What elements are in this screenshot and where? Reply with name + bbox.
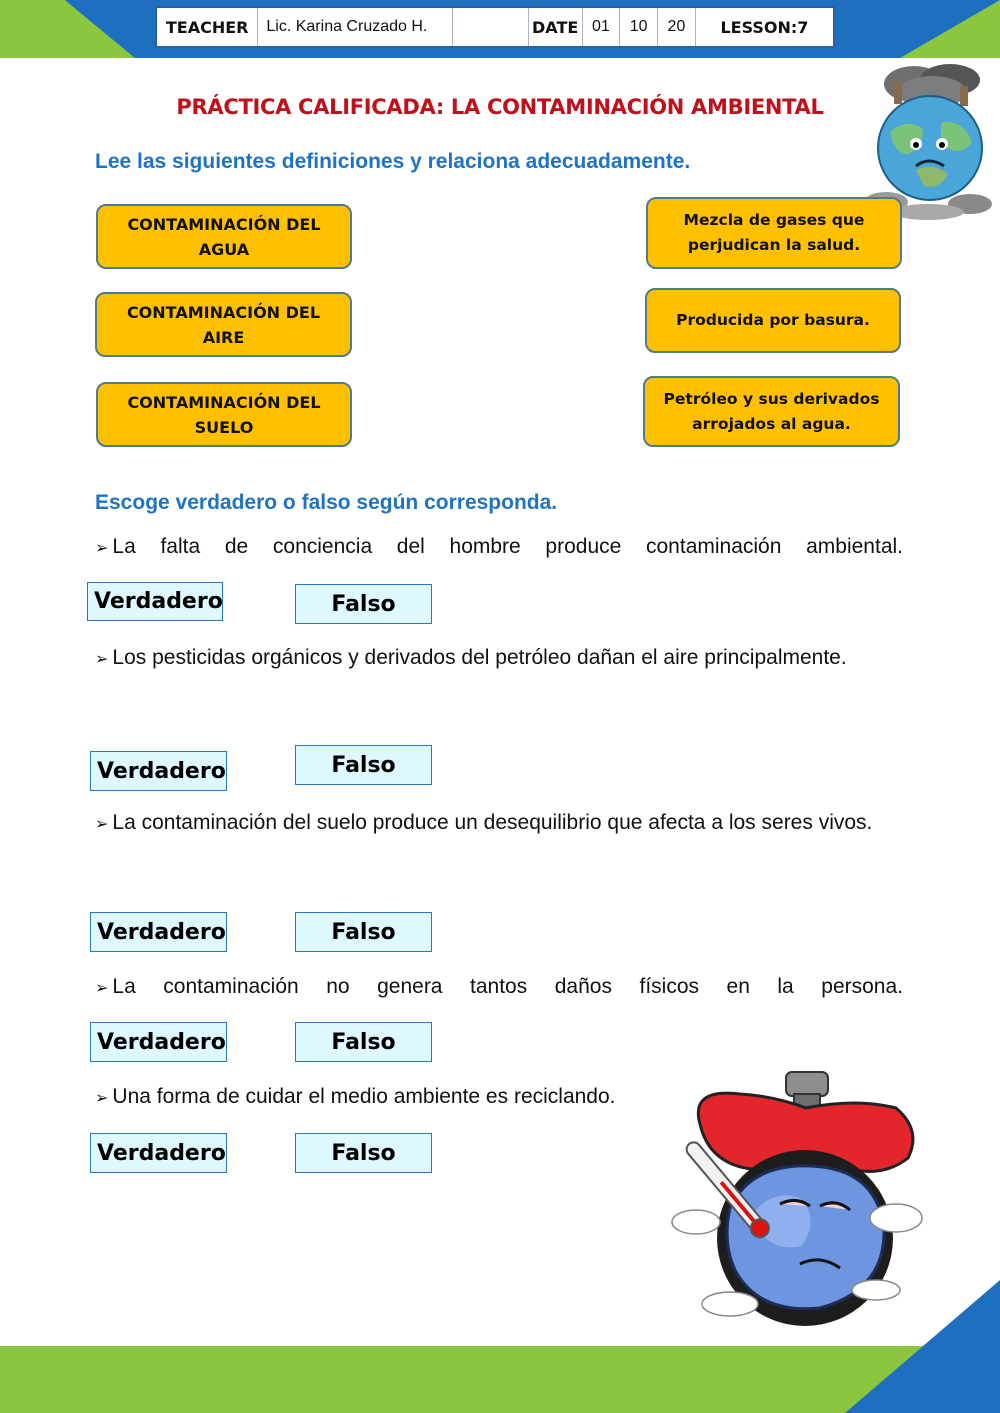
bullet-arrow-icon: ➢	[95, 816, 109, 833]
true-false-instruction: Escoge verdadero o falso según corresponda.	[95, 491, 558, 514]
statement-2	[95, 631, 903, 687]
true-button-3[interactable]: Verdadero	[90, 912, 227, 952]
bullet-arrow-icon: ➢	[95, 980, 109, 997]
match-right-text: arrojados al agua.	[692, 414, 851, 433]
match-left-text: CONTAMINACIÓN DEL	[127, 392, 321, 412]
match-left-air[interactable]	[95, 292, 352, 357]
match-right-text: Producida por basura.	[676, 311, 870, 329]
bullet-arrow-icon: ➢	[95, 1090, 109, 1107]
match-right-text: Mezcla de gases que	[683, 211, 865, 229]
statement-text: La contaminación no genera tantos daños físicos en la persona.	[112, 975, 903, 998]
match-right-text: Petróleo y sus derivados	[663, 389, 880, 408]
true-button-2[interactable]: Verdadero	[90, 751, 227, 791]
false-button-4[interactable]: Falso	[295, 1022, 432, 1062]
statement-5	[95, 1070, 695, 1126]
match-left-soil[interactable]	[96, 382, 352, 447]
date-day: 01	[583, 8, 621, 46]
match-left-text: CONTAMINACIÓN DEL	[127, 214, 321, 234]
false-button-1[interactable]: Falso	[295, 584, 432, 624]
matching-instruction: Lee las siguientes definiciones y relaciona adecuadamente.	[95, 150, 691, 173]
date-year: 20	[658, 8, 696, 46]
match-left-water[interactable]	[96, 204, 352, 269]
match-right-petroleum[interactable]	[643, 376, 900, 447]
match-right-gases[interactable]	[646, 197, 902, 269]
sick-earth-icon	[670, 1068, 925, 1330]
page-title: PRÁCTICA CALIFICADA: LA CONTAMINACIÓN AMBIENTAL	[176, 95, 824, 119]
false-button-5[interactable]: Falso	[295, 1133, 432, 1173]
footer-band	[0, 1346, 1000, 1413]
statement-text: La falta de conciencia del hombre produce contaminación ambiental.	[112, 535, 903, 558]
true-button-5[interactable]: Verdadero	[90, 1133, 227, 1173]
date-month: 10	[620, 8, 658, 46]
statement-text: La contaminación del suelo produce un desequilibrio que afecta a los seres vivos.	[112, 811, 873, 834]
header-info-table	[155, 6, 835, 48]
statement-1	[95, 520, 903, 576]
true-button-4[interactable]: Verdadero	[90, 1022, 227, 1062]
match-left-text: SUELO	[194, 417, 254, 437]
statement-4	[95, 960, 903, 1016]
match-right-garbage[interactable]	[645, 288, 901, 353]
date-label: DATE	[529, 8, 583, 46]
statement-3	[95, 796, 903, 852]
true-button-1[interactable]: Verdadero	[87, 582, 223, 621]
match-right-text: perjudican la salud.	[687, 236, 861, 254]
teacher-label: TEACHER	[157, 8, 258, 46]
teacher-name: Lic. Karina Cruzado H.	[258, 8, 453, 46]
bullet-arrow-icon: ➢	[95, 540, 109, 557]
bullet-arrow-icon: ➢	[95, 651, 109, 668]
match-left-text: AGUA	[198, 239, 250, 259]
header-blank-cell	[453, 8, 529, 46]
false-button-3[interactable]: Falso	[295, 912, 432, 952]
match-left-text: CONTAMINACIÓN DEL	[126, 302, 321, 322]
statement-text: Una forma de cuidar el medio ambiente es reciclando.	[112, 1085, 616, 1108]
false-button-2[interactable]: Falso	[295, 745, 432, 785]
lesson-number: LESSON:7	[720, 17, 809, 37]
match-left-text: AIRE	[202, 327, 245, 347]
statement-text: Los pesticidas orgánicos y derivados del petróleo dañan el aire principalmente.	[112, 646, 847, 669]
